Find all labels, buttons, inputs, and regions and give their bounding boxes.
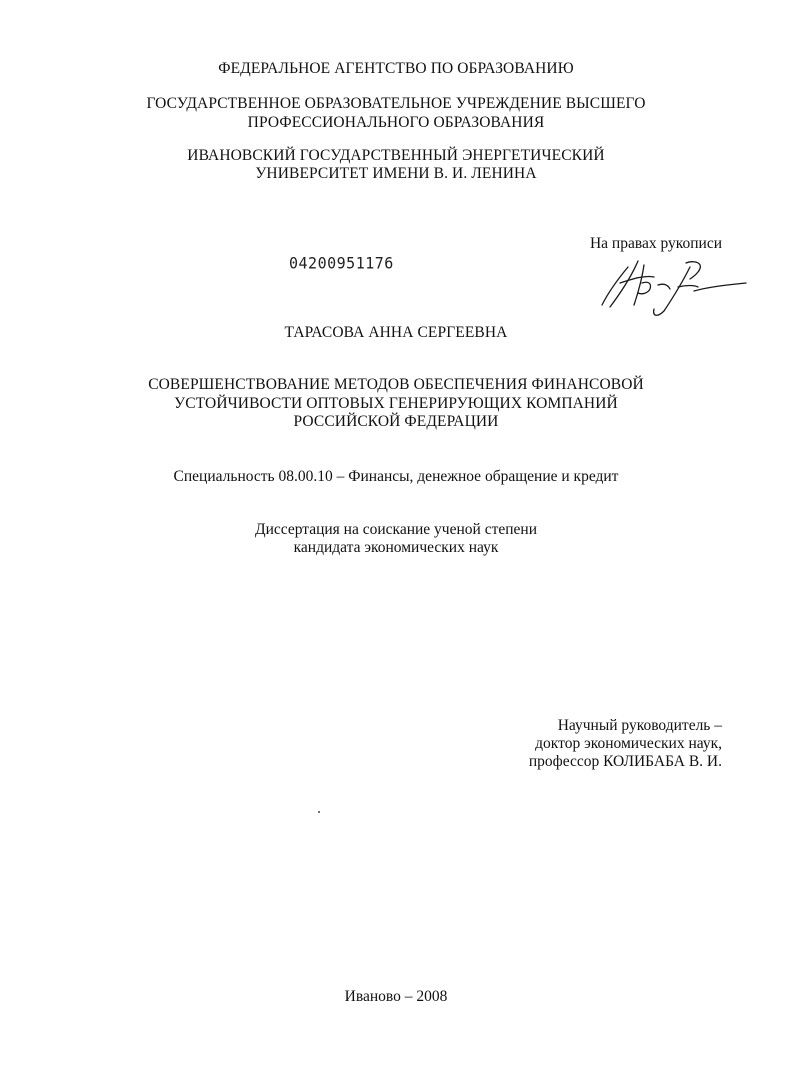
archive-number: 04200951176 bbox=[289, 253, 394, 273]
specialty: Специальность 08.00.10 – Финансы, денежное обращение и кредит bbox=[173, 468, 619, 485]
degree-line-2: кандидата экономических наук bbox=[293, 539, 499, 556]
signature-icon bbox=[598, 257, 748, 319]
title-line-1: СОВЕРШЕНСТВОВАНИЕ МЕТОДОВ ОБЕСПЕЧЕНИЯ ФИНАНСОВОЙ bbox=[148, 376, 644, 393]
title-line-3: РОССИЙСКОЙ ФЕДЕРАЦИИ bbox=[293, 413, 499, 430]
city-year: Иваново – 2008 bbox=[344, 988, 448, 1005]
supervisor-line-3: профессор КОЛИБАБА В. И. bbox=[528, 753, 722, 770]
title-line-2: УСТОЙЧИВОСТИ ОПТОВЫХ ГЕНЕРИРУЮЩИХ КОМПАНИЙ bbox=[174, 395, 618, 412]
university-line-2: УНИВЕРСИТЕТ ИМЕНИ В. И. ЛЕНИНА bbox=[255, 165, 537, 182]
agency-name: ФЕДЕРАЛЬНОЕ АГЕНТСТВО ПО ОБРАЗОВАНИЮ bbox=[218, 60, 574, 77]
supervisor-line-1: Научный руководитель – bbox=[557, 717, 722, 734]
supervisor-line-2: доктор экономических наук, bbox=[535, 735, 722, 752]
author-name: ТАРАСОВА АННА СЕРГЕЕВНА bbox=[284, 324, 508, 341]
manuscript-note: На правах рукописи bbox=[589, 235, 722, 252]
scan-speck bbox=[318, 811, 320, 813]
degree-line-1: Диссертация на соискание ученой степени bbox=[255, 521, 537, 538]
institution-line-2: ПРОФЕССИОНАЛЬНОГО ОБРАЗОВАНИЯ bbox=[247, 114, 545, 131]
university-line-1: ИВАНОВСКИЙ ГОСУДАРСТВЕННЫЙ ЭНЕРГЕТИЧЕСКИЙ bbox=[187, 147, 605, 164]
institution-line-1: ГОСУДАРСТВЕННОЕ ОБРАЗОВАТЕЛЬНОЕ УЧРЕЖДЕНИЕ ВЫСШЕГО bbox=[146, 95, 646, 112]
